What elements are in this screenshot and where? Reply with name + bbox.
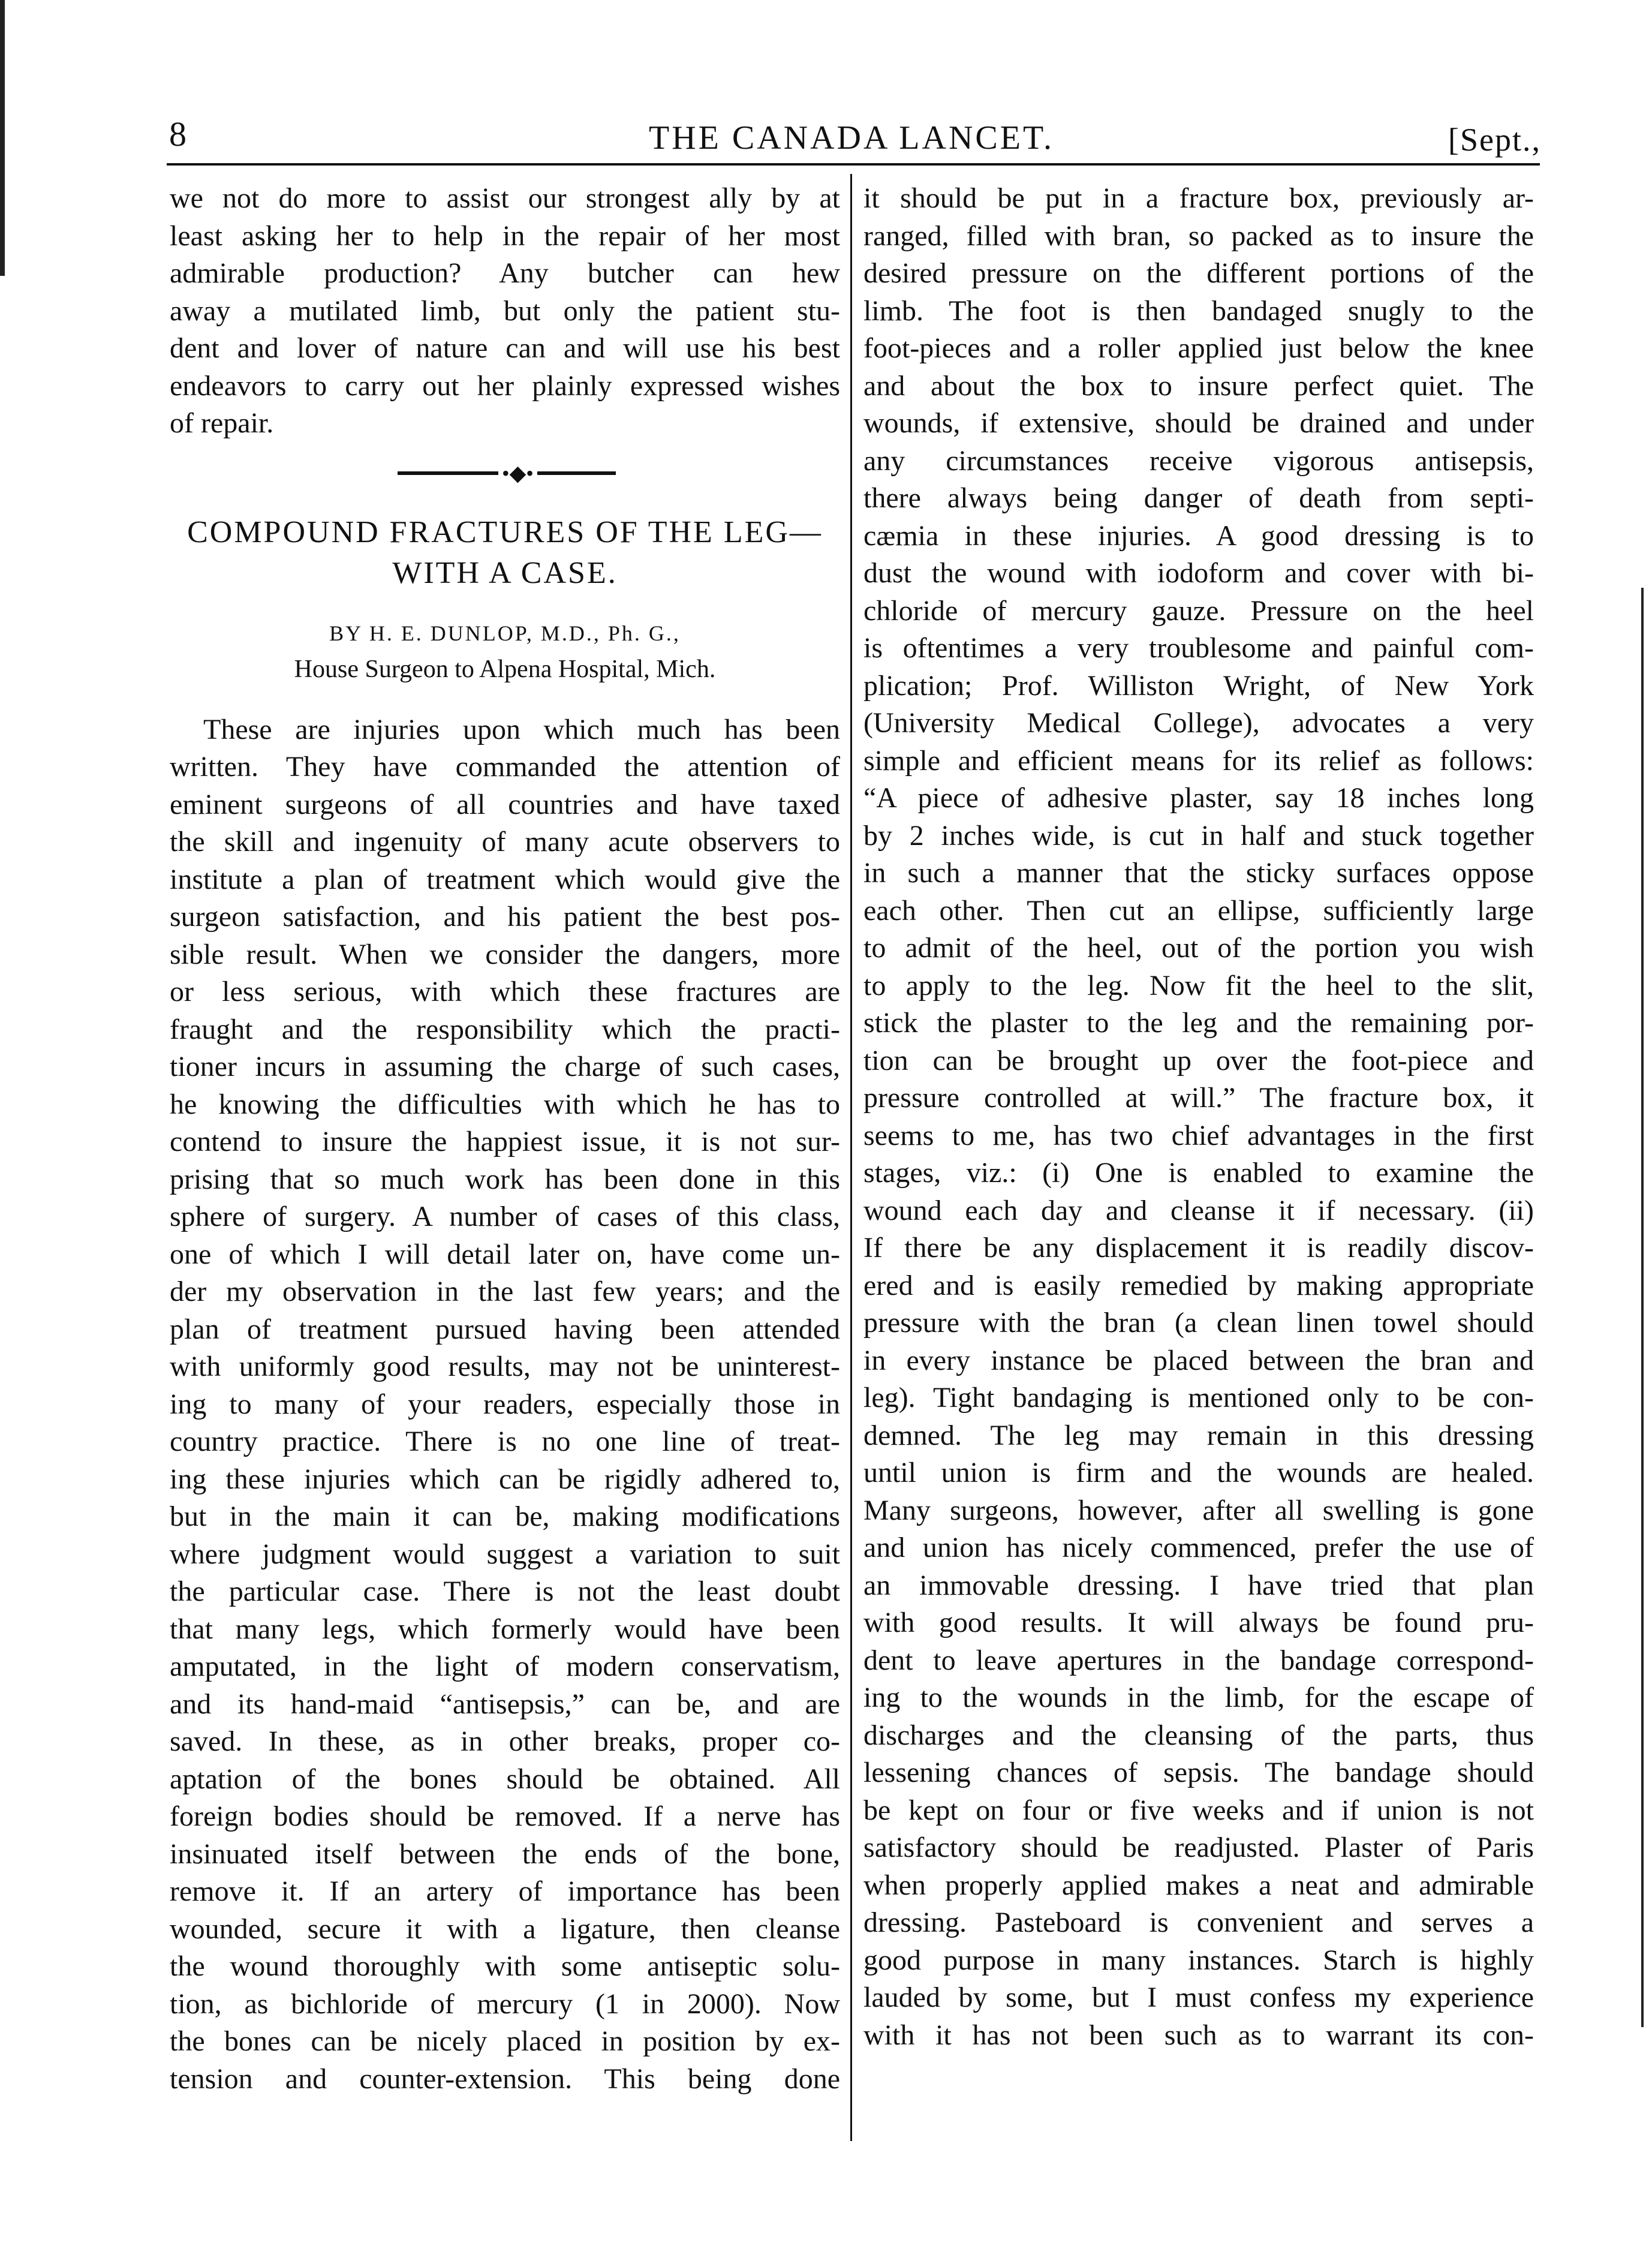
text-line: cæmia in these injuries. A good dressing is to [863, 519, 1534, 552]
text-line: limb. The foot is then bandaged snugly to the [863, 294, 1534, 327]
text-line: least asking her to help in the repair of her most [170, 220, 840, 252]
section-divider-ornament [170, 443, 840, 509]
text-line: “A piece of adhesive plaster, say 18 inches long [863, 782, 1534, 814]
text-line: country practice. There is no one line of treat- [170, 1426, 840, 1457]
text-line: dent and lover of nature can and will use his best [170, 332, 840, 364]
page-number: 8 [169, 115, 186, 154]
text-line: we not do more to assist our strongest ally by at [170, 182, 840, 214]
text-line: the particular case. There is not the least doubt [170, 1576, 840, 1607]
right-column [863, 180, 1534, 2054]
text-line: seems to me, has two chief advantages in the first [863, 1119, 1534, 1151]
text-line: amputated, in the light of modern conservatism, [170, 1650, 840, 1682]
article-title-line: COMPOUND FRACTURES OF THE LEG— [187, 515, 823, 549]
text-line: with good results. It will always be found pru- [863, 1607, 1534, 1638]
text-line: ing to many of your readers, especially those in [170, 1388, 840, 1420]
text-line: desired pressure on the different portions of the [863, 257, 1534, 289]
text-line: prising that so much work has been done in this [170, 1163, 840, 1195]
text-line: tension and counter-extension. This being done [170, 2062, 840, 2095]
text-line: in every instance be placed between the bran and [863, 1344, 1534, 1376]
text-line: it should be put in a fracture box, previously ar- [863, 182, 1534, 214]
intro-paragraph [170, 180, 840, 443]
text-line: plication; Prof. Williston Wright, of New York [863, 669, 1534, 702]
text-line: he knowing the difficulties with which he has to [170, 1088, 840, 1120]
text-line: dust the wound with iodoform and cover with bi- [863, 557, 1534, 589]
article-title-line: WITH A CASE. [392, 555, 618, 590]
text-line: each other. Then cut an ellipse, sufficiently large [863, 894, 1534, 927]
text-line: sible result. When we consider the dangers, more [170, 938, 840, 970]
text-line: and union has nicely commenced, prefer the use of [863, 1532, 1534, 1564]
text-line: to apply to the leg. Now fit the heel to the slit, [863, 969, 1534, 1002]
text-line: simple and efficient means for its relief as follows: [863, 744, 1534, 777]
text-line: insinuated itself between the ends of the bone, [170, 1838, 840, 1870]
text-line: one of which I will detail later on, have come un- [170, 1238, 840, 1270]
text-line: ranged, filled with bran, so packed as to insure the [863, 220, 1534, 252]
text-line: wounded, secure it with a ligature, then cleanse [170, 1913, 840, 1945]
text-line: the wound thoroughly with some antiseptic solu- [170, 1950, 840, 1982]
column-divider [850, 174, 852, 2141]
text-line: surgeon satisfaction, and his patient the best pos- [170, 901, 840, 933]
journal-title: THE CANADA LANCET. [648, 119, 1055, 157]
text-line: remove it. If an artery of importance has been [170, 1875, 840, 1907]
text-line: leg). Tight bandaging is mentioned only to be con- [863, 1382, 1534, 1414]
text-line: and about the box to insure perfect quiet. The [863, 369, 1534, 402]
text-line: contend to insure the happiest issue, it is not sur- [170, 1126, 840, 1157]
text-line: plan of treatment pursued having been attended [170, 1313, 840, 1345]
text-line: satisfactory should be readjusted. Plaster of Paris [863, 1832, 1534, 1863]
text-line: aptation of the bones should be obtained. All [170, 1763, 840, 1795]
text-line: saved. In these, as in other breaks, proper co- [170, 1725, 840, 1757]
article-body-continued [863, 180, 1534, 2054]
text-line: until union is firm and the wounds are healed. [863, 1457, 1534, 1489]
text-line: by 2 inches wide, is cut in half and stuck together [863, 819, 1534, 852]
text-line: an immovable dressing. I have tried that plan [863, 1569, 1534, 1601]
text-line: written. They have commanded the attention of [170, 751, 840, 783]
text-line: any circumstances receive vigorous antisepsis, [863, 444, 1534, 477]
running-date: [Sept., [1448, 122, 1541, 158]
article-body [170, 711, 840, 2098]
text-line: Many surgeons, however, after all swelling is gone [863, 1494, 1534, 1526]
text-line: foot-pieces and a roller applied just below the knee [863, 332, 1534, 364]
text-line: ered and is easily remedied by making appropriate [863, 1269, 1534, 1301]
text-line: wounds, if extensive, should be drained and under [863, 407, 1534, 439]
text-line: tion, as bichloride of mercury (1 in 2000). Now [170, 1988, 840, 2020]
text-line: eminent surgeons of all countries and have taxed [170, 788, 840, 820]
text-line: demned. The leg may remain in this dressing [863, 1419, 1534, 1451]
scan-edge-mark [0, 0, 5, 276]
text-line: wound each day and cleanse it if necessary. (ii) [863, 1194, 1534, 1226]
text-line: with it has not been such as to warrant its con- [863, 2019, 1534, 2051]
author-affiliation: House Surgeon to Alpena Hospital, Mich. [294, 655, 716, 683]
text-line: to admit of the heel, out of the portion you wish [863, 932, 1534, 964]
text-line: where judgment would suggest a variation to suit [170, 1538, 840, 1570]
page-header [162, 114, 1541, 162]
text-line: dent to leave apertures in the bandage correspond- [863, 1644, 1534, 1676]
text-line: These are injuries upon which much has been [203, 713, 840, 745]
text-line: endeavors to carry out her plainly expressed wishes [170, 369, 840, 402]
scan-edge-mark [1641, 588, 1644, 2027]
text-line: is oftentimes a very troublesome and painful com- [863, 632, 1534, 664]
text-line: chloride of mercury gauze. Pressure on the heel [863, 594, 1534, 627]
text-line: or less serious, with which these fractures are [170, 976, 840, 1008]
text-line: (University Medical College), advocates a very [863, 707, 1534, 739]
ornament-dot-icon: •◆• [498, 465, 537, 481]
text-line: admirable production? Any butcher can hew [170, 257, 840, 289]
text-line: tioner incurs in assuming the charge of such cases, [170, 1051, 840, 1083]
text-line: but in the main it can be, making modifications [170, 1501, 840, 1532]
text-line: der my observation in the last few years; and the [170, 1276, 840, 1307]
text-line: pressure with the bran (a clean linen towel should [863, 1307, 1534, 1339]
text-line: lessening chances of sepsis. The bandage should [863, 1757, 1534, 1788]
text-line: lauded by some, but I must confess my experience [863, 1982, 1534, 2013]
text-line: fraught and the responsibility which the practi- [170, 1013, 840, 1045]
text-line: with uniformly good results, may not be uninterest- [170, 1351, 840, 1382]
text-line: tion can be brought up over the foot-piece and [863, 1044, 1534, 1077]
text-line: stick the plaster to the leg and the remaining por- [863, 1007, 1534, 1039]
text-line: ing these injuries which can be rigidly adhered to, [170, 1463, 840, 1495]
text-line: discharges and the cleansing of the parts, thus [863, 1719, 1534, 1751]
text-line: when properly applied makes a neat and admirable [863, 1869, 1534, 1901]
text-line: of repair. [170, 407, 274, 439]
text-line: sphere of surgery. A number of cases of this class, [170, 1201, 840, 1232]
text-line: away a mutilated limb, but only the patient stu- [170, 294, 840, 327]
text-line: that many legs, which formerly would have been [170, 1613, 840, 1645]
text-line: pressure controlled at will.” The fracture box, it [863, 1082, 1534, 1114]
text-line: ing to the wounds in the limb, for the escape of [863, 1682, 1534, 1713]
text-line: If there be any displacement it is readily discov- [863, 1232, 1534, 1264]
text-line: the bones can be nicely placed in position by ex- [170, 2025, 840, 2057]
text-line: the skill and ingenuity of many acute observers to [170, 826, 840, 858]
left-column [170, 180, 840, 2098]
author-byline: BY H. E. DUNLOP, M.D., Ph. G., [329, 621, 681, 645]
article-title [170, 512, 840, 594]
text-line: foreign bodies should be removed. If a nerve has [170, 1800, 840, 1832]
text-line: and its hand-maid “antisepsis,” can be, and are [170, 1688, 840, 1720]
header-rule [167, 163, 1540, 166]
text-line: good purpose in many instances. Starch is highly [863, 1944, 1534, 1976]
text-line: in such a manner that the sticky surfaces oppose [863, 857, 1534, 889]
text-line: there always being danger of death from septi- [863, 482, 1534, 514]
text-line: dressing. Pasteboard is convenient and serves a [863, 1907, 1534, 1938]
text-line: stages, viz.: (i) One is enabled to examine the [863, 1157, 1534, 1189]
text-line: institute a plan of treatment which would give the [170, 863, 840, 895]
text-line: be kept on four or five weeks and if union is not [863, 1794, 1534, 1826]
